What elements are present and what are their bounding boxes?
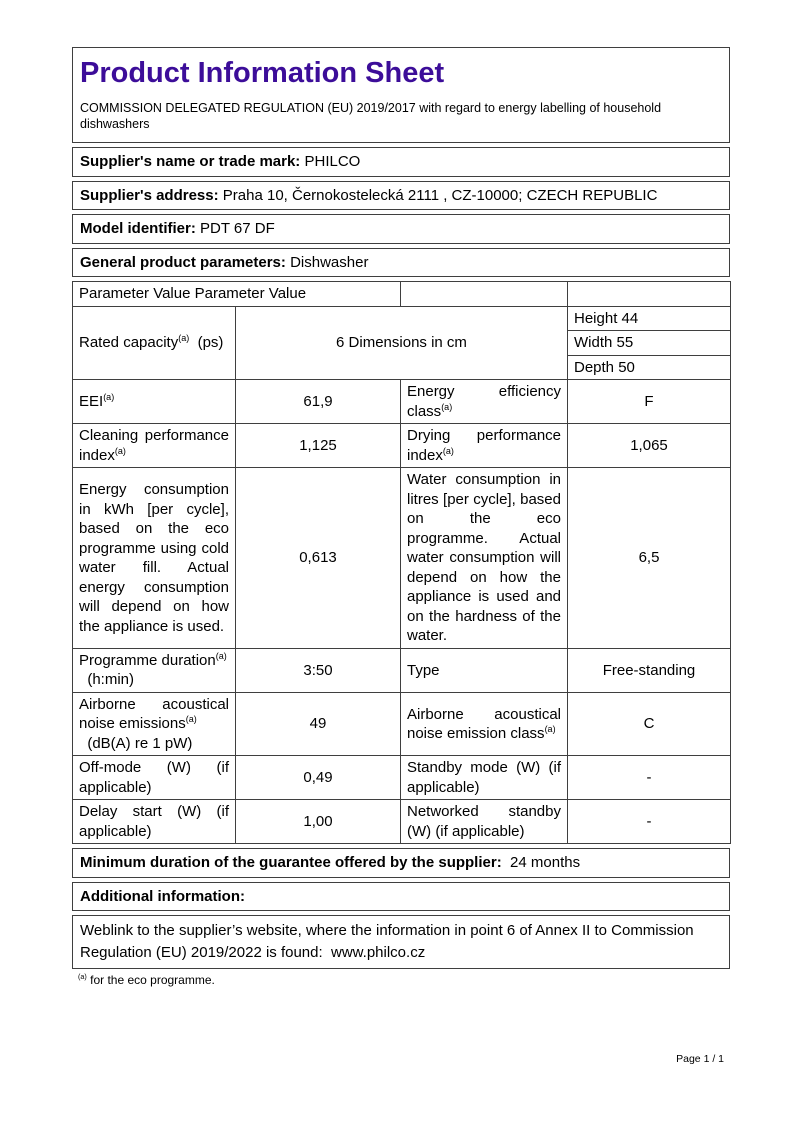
- param-cell-standby-mode: Standby mode (W) (if applicable): [401, 756, 568, 800]
- value-cell-noise-class: C: [568, 692, 731, 756]
- table-header-cell: Parameter Value Parameter Value: [73, 282, 401, 307]
- param-cell-off-mode: Off-mode (W) (if applicable): [73, 756, 236, 800]
- supplier-name-row: [72, 147, 730, 177]
- general-parameters-value: Dishwasher: [285, 253, 369, 271]
- value-cell-networked-standby: -: [568, 800, 731, 844]
- param-cell-type: Type: [401, 648, 568, 692]
- additional-information-label: Additional information:: [80, 887, 245, 905]
- guarantee-row: [72, 848, 730, 878]
- regulation-subtitle: COMMISSION DELEGATED REGULATION (EU) 2019/2017 with regard to energy labelling of household dishwashers: [80, 100, 662, 132]
- value-cell-eei: 61,9: [236, 380, 401, 424]
- supplier-address-label: Supplier's address:: [80, 186, 219, 204]
- guarantee-label: Minimum duration of the guarantee offered by the supplier:: [80, 854, 502, 872]
- param-cell-delay-start: Delay start (W) (if applicable): [73, 800, 236, 844]
- page-number-footer: Page 1 / 1: [676, 1053, 724, 1065]
- weblink-text: Weblink to the supplier’s website, where the information in point 6 of Annex II to Commission Regulation (EU) 2019/2022 is found:: [80, 922, 694, 962]
- value-cell-energy-consumption: 0,613: [236, 468, 401, 649]
- parameter-table: [72, 281, 731, 844]
- param-cell-noise-class: Airborne acoustical noise emission class$^{(a)}$: [401, 692, 568, 756]
- value-cell-off-mode: 0,49: [236, 756, 401, 800]
- value-cell-standby-mode: -: [568, 756, 731, 800]
- additional-information-row: [72, 882, 730, 912]
- table-row-rated-capacity: [73, 306, 731, 331]
- param-cell-cleaning-index: Cleaning performance index$^{(a)}$: [73, 424, 236, 468]
- param-cell-noise-emissions: Airborne acoustical noise emissions$^{(a)}$ (dB(A) re 1 pW): [73, 692, 236, 756]
- value-cell-energy-class: F: [568, 380, 731, 424]
- value-cell-capacity-dimensions: 6 Dimensions in cm: [236, 306, 568, 380]
- table-row-cleaning-drying: [73, 424, 731, 468]
- model-identifier-value: PDT 67 DF: [195, 220, 275, 238]
- page-title: Product Information Sheet: [80, 57, 445, 89]
- param-cell-water-consumption: Water consumption in litres [per cycle], based on the eco programme. Actual water consumption will depend on how the appliance is used and on the hardness of the water.: [401, 468, 568, 649]
- table-row-noise: [73, 692, 731, 756]
- dimension-cell-depth: Depth 50: [568, 355, 731, 380]
- value-cell-cleaning-index: 1,125: [236, 424, 401, 468]
- weblink-row: [72, 915, 730, 969]
- table-header-row: [73, 282, 731, 307]
- value-cell-programme-duration: 3:50: [236, 648, 401, 692]
- param-cell-drying-index: Drying performance index$^{(a)}$: [401, 424, 568, 468]
- table-row-delay-networked: [73, 800, 731, 844]
- sheet-content: [72, 47, 730, 987]
- value-cell-delay-start: 1,00: [236, 800, 401, 844]
- table-header-empty-cell: [401, 282, 568, 307]
- guarantee-value: 24 months: [501, 854, 581, 872]
- param-cell-eei: EEI$^{(a)}$: [73, 380, 236, 424]
- supplier-address-row: [72, 181, 730, 211]
- model-identifier-label: Model identifier:: [80, 220, 196, 238]
- value-cell-type: Free-standing: [568, 648, 731, 692]
- general-parameters-label: General product parameters:: [80, 253, 286, 271]
- table-row-offmode-standby: [73, 756, 731, 800]
- supplier-name-label: Supplier's name or trade mark:: [80, 153, 301, 171]
- table-header-empty-cell: [568, 282, 731, 307]
- general-parameters-row: [72, 248, 730, 278]
- supplier-address-value: Praha 10, Černokostelecká 2111 , CZ-10000; CZECH REPUBLIC: [218, 186, 658, 204]
- table-row-eei: [73, 380, 731, 424]
- supplier-weblink-url[interactable]: www.philco.cz: [331, 944, 426, 962]
- param-cell-networked-standby: Networked standby (W) (if applicable): [401, 800, 568, 844]
- eco-programme-footnote: $^{(a)}$ for the eco programme.: [78, 971, 215, 987]
- table-row-duration-type: [73, 648, 731, 692]
- value-cell-drying-index: 1,065: [568, 424, 731, 468]
- param-cell-energy-consumption: Energy consumption in kWh [per cycle], based on the eco programme using cold water fill. Actual energy consumption will depend on how the appliance is used.: [73, 468, 236, 649]
- supplier-name-value: PHILCO: [300, 153, 361, 171]
- value-cell-water-consumption: 6,5: [568, 468, 731, 649]
- table-row-consumption: [73, 468, 731, 649]
- title-box: [72, 47, 730, 143]
- model-identifier-row: [72, 214, 730, 244]
- dimension-cell-height: Height 44: [568, 306, 731, 331]
- param-cell-programme-duration: Programme duration$^{(a)}$ (h:min): [73, 648, 236, 692]
- param-cell-energy-class: Energy efficiency class$^{(a)}$: [401, 380, 568, 424]
- value-cell-noise-emissions: 49: [236, 692, 401, 756]
- param-cell-rated-capacity: Rated capacity$^{(a)}$ (ps): [73, 306, 236, 380]
- dimension-cell-width: Width 55: [568, 331, 731, 356]
